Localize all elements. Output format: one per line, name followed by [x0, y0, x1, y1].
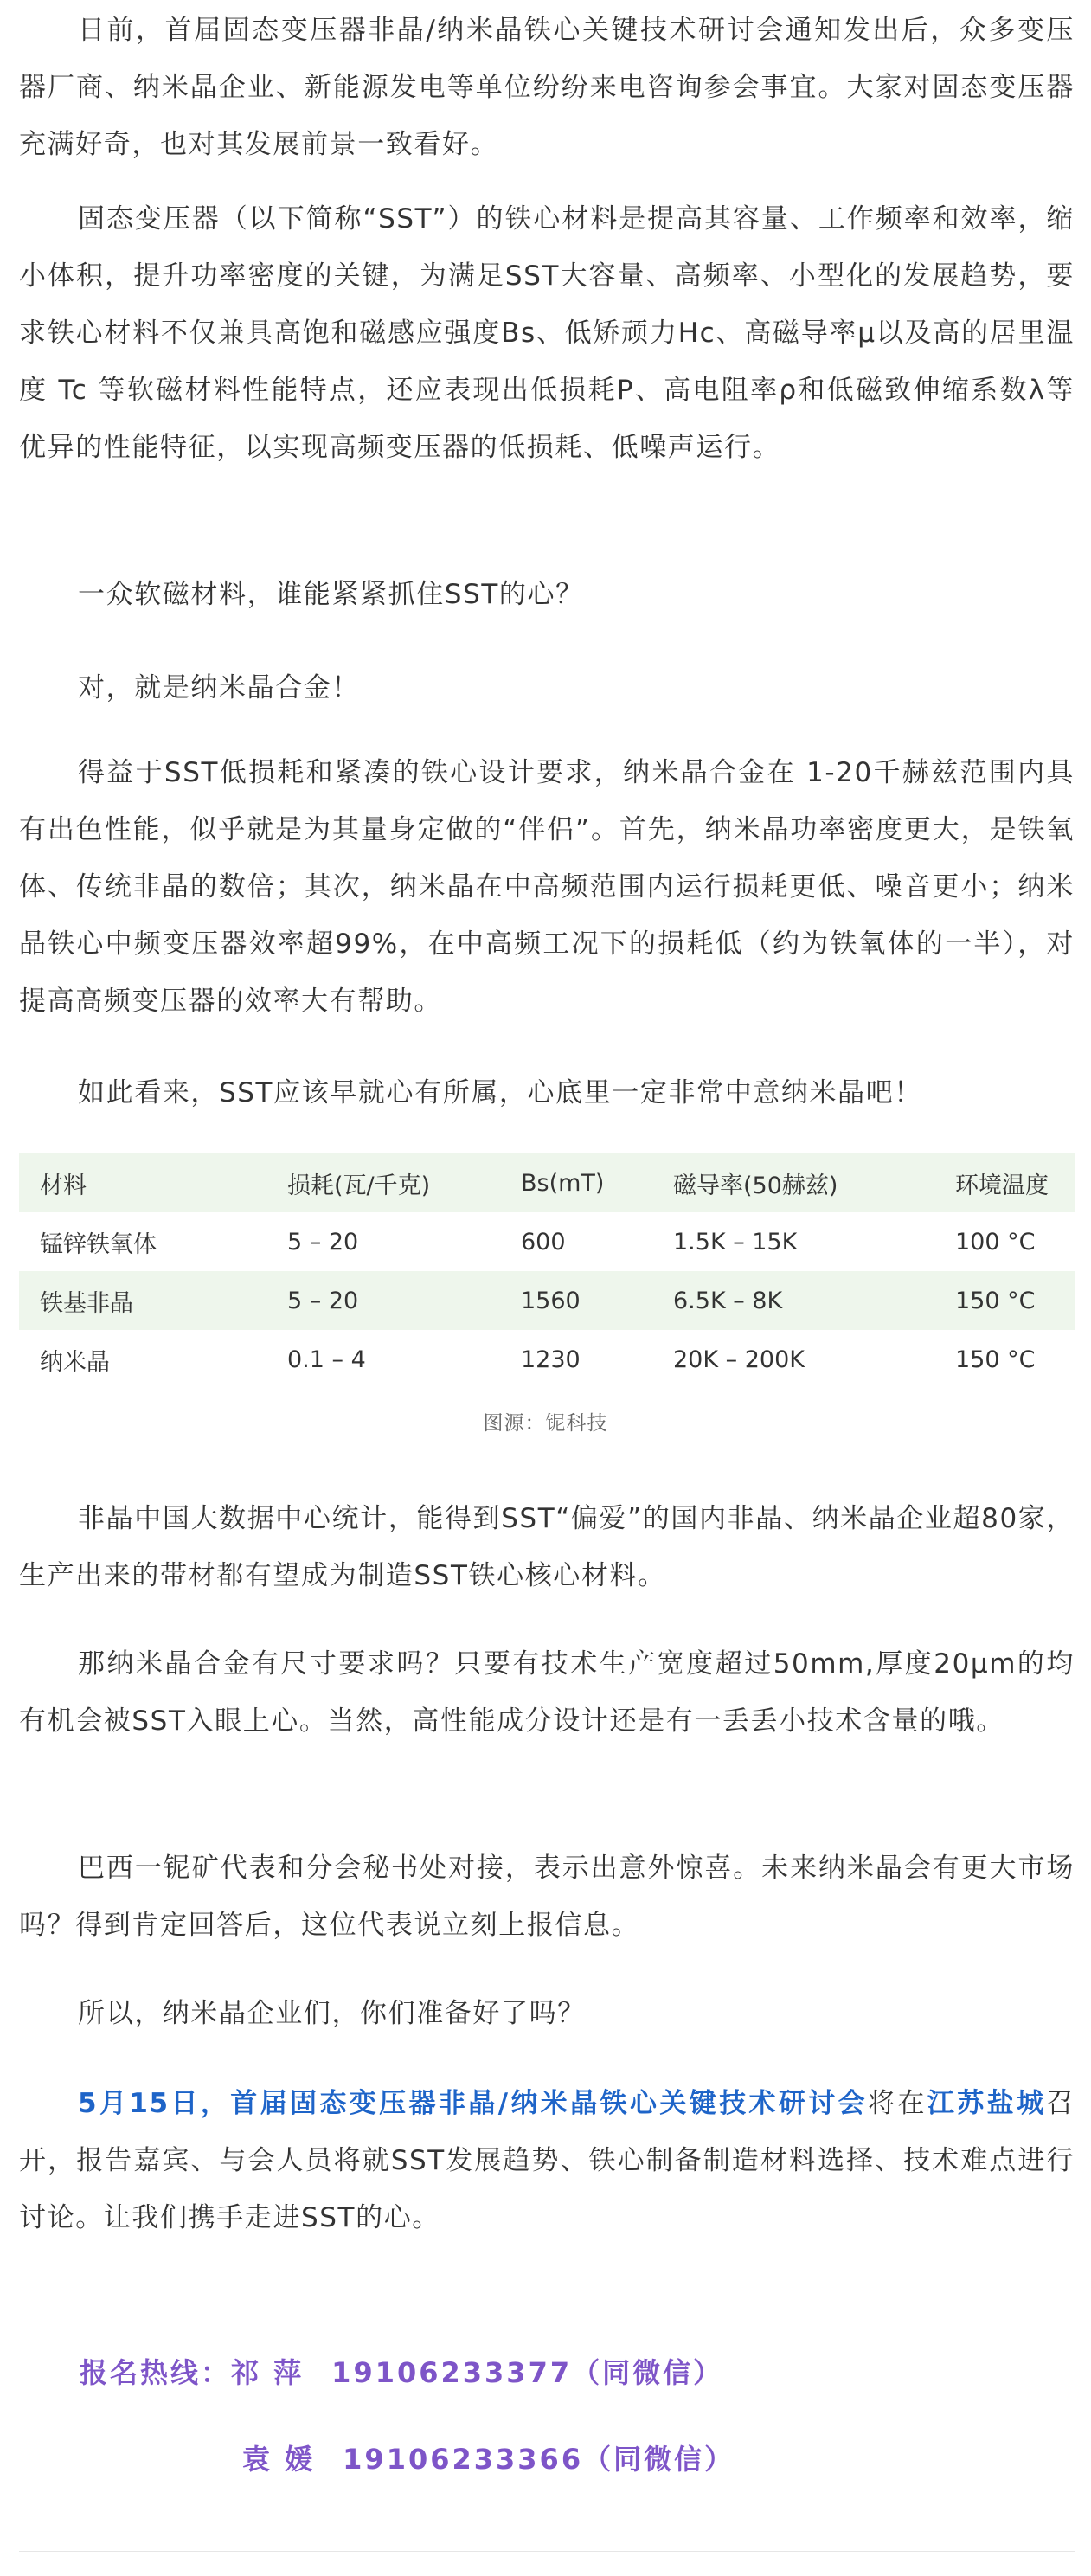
cell-temperature: 150 °C — [955, 1287, 1036, 1314]
hotline-label: 报名热线： — [80, 2356, 232, 2389]
event-location: 江苏盐城 — [927, 2088, 1047, 2119]
paragraph-statistics: 非晶中国大数据中心统计，能得到SST“偏爱”的国内非晶、纳米晶企业超80家，生产出来的带材都有望成为制造SST铁心核心材料。 — [19, 1503, 1075, 1591]
paragraph-size-requirements: 那纳米晶合金有尺寸要求吗？只要有技术生产宽度超过50mm,厚度20μm的均有机会被SST入眼上心。当然，高性能成分设计还是有一丢丢小技术含量的哦。 — [19, 1648, 1075, 1737]
cell-temperature: 100 °C — [955, 1228, 1036, 1256]
registration-hotline-2 — [242, 2438, 735, 2477]
cell-material: 纳米晶 — [40, 1348, 110, 1376]
cell-permeability: 6.5K – 8K — [673, 1287, 783, 1314]
paragraph-conclusion: 如此看来，SST应该早就心有所属，心底里一定非常中意纳米晶吧！ — [78, 1077, 922, 1108]
bottom-divider — [19, 2551, 1075, 2552]
paragraph-brazil-niobium: 巴西一铌矿代表和分会秘书处对接，表示出意外惊喜。未来纳米晶会有更大市场吗？得到肯定回答后，这位代表说立刻上报信息。 — [19, 1853, 1075, 1941]
cell-loss: 5 – 20 — [287, 1228, 359, 1256]
cell-permeability: 1.5K – 15K — [673, 1228, 798, 1256]
cell-material: 铁基非晶 — [40, 1289, 133, 1317]
contact-phone-2: 19106233366（同微信） — [343, 2443, 735, 2476]
table-header-row — [19, 1153, 1075, 1212]
table-row — [19, 1271, 1075, 1330]
paragraph-intro: 日前，首届固态变压器非晶/纳米晶铁心关键技术研讨会通知发出后，众多变压器厂商、纳米晶企业、新能源发电等单位纷纷来电咨询参会事宜。大家对固态变压器充满好奇，也对其发展前景一致看好。 — [19, 15, 1075, 160]
cell-bs: 600 — [521, 1228, 566, 1256]
contact-phone-1: 19106233377（同微信） — [331, 2356, 724, 2389]
cell-bs: 1560 — [521, 1287, 581, 1314]
cell-loss: 5 – 20 — [287, 1287, 359, 1314]
header-permeability: 磁导率(50赫兹) — [673, 1172, 838, 1199]
paragraph-ready: 所以，纳米晶企业们，你们准备好了吗？ — [78, 1998, 586, 2029]
table-row — [19, 1212, 1075, 1271]
paragraph-nanocrystal-benefits: 得益于SST低损耗和紧凑的铁心设计要求，纳米晶合金在 1-20千赫兹范围内具有出色性能，似乎就是为其量身定做的“伴侣”。首先，纳米晶功率密度更大，是铁氧体、传统非晶的数倍；其次，纳米晶在中高频范围内运行损耗更低、噪音更小；纳米晶铁心中频变压器效率超99%，在中高频工况下的损耗低（约为铁氧体的一半），对提高高频变压器的效率大有帮助。 — [19, 757, 1075, 1017]
header-temperature: 环境温度 — [955, 1172, 1049, 1199]
cell-loss: 0.1 – 4 — [287, 1346, 366, 1373]
paragraph-answer: 对，就是纳米晶合金！ — [78, 672, 360, 703]
registration-hotline-1 — [80, 2351, 723, 2391]
materials-comparison-table — [19, 1153, 1075, 1389]
header-bs: Bs(mT) — [521, 1169, 605, 1197]
paragraph-question: 一众软磁材料，谁能紧紧抓住SST的心？ — [78, 579, 584, 610]
cell-bs: 1230 — [521, 1346, 581, 1373]
contact-name-2: 袁 媛 — [242, 2443, 316, 2476]
cell-temperature: 150 °C — [955, 1346, 1036, 1373]
announcement-text-1: 将在 — [868, 2088, 927, 2119]
cell-material: 锰锌铁氧体 — [40, 1230, 157, 1258]
event-date-title: 5月15日，首届固态变压器非晶/纳米晶铁心关键技术研讨会 — [78, 2088, 869, 2119]
table-row — [19, 1330, 1075, 1389]
announcement-text-2: 召开，报告嘉宾、与会人员将就SST发展趋势、铁心制备制造材料选择、技术难点进行讨论。让我们携手走进SST的心。 — [19, 2088, 1075, 2233]
data-table — [19, 1153, 1075, 1389]
header-loss: 损耗(瓦/千克) — [287, 1172, 431, 1199]
header-material: 材料 — [40, 1172, 87, 1199]
cell-permeability: 20K – 200K — [673, 1346, 805, 1373]
table-caption: 图源：铌科技 — [483, 1412, 608, 1435]
paragraph-announcement — [19, 2075, 1075, 2246]
contact-name-1: 祁 萍 — [231, 2356, 305, 2389]
paragraph-sst-core: 固态变压器（以下简称“SST”）的铁心材料是提高其容量、工作频率和效率，缩小体积，提升功率密度的关键，为满足SST大容量、高频率、小型化的发展趋势，要求铁心材料不仅兼具高饱和磁感应强度Bs、低矫顽力Hc、高磁导率μ以及高的居里温度 Tc 等软磁材料性能特点，还应表现出低损耗P、高电阻率ρ和低磁致伸缩系数λ等优异的性能特征，以实现高频变压器的低损耗、低噪声运行。 — [19, 203, 1075, 463]
